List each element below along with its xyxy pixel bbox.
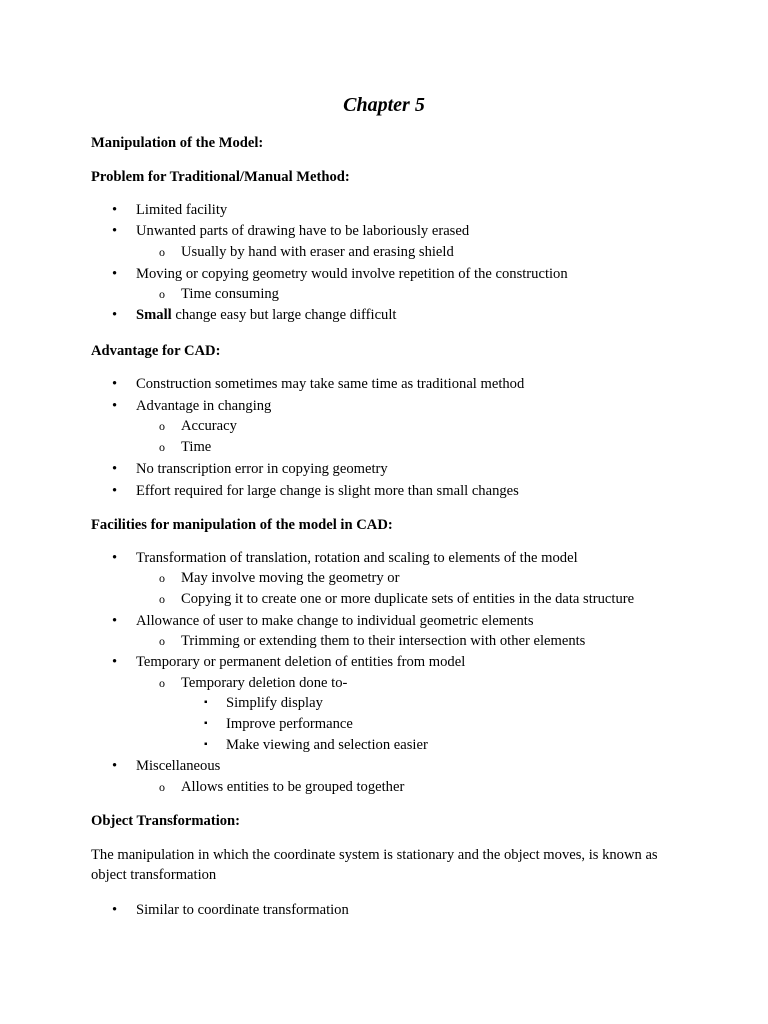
emphasis-text: Small (136, 307, 172, 323)
bullet-icon: • (112, 398, 118, 414)
bullet-icon: • (112, 613, 118, 629)
bullet-icon: • (112, 266, 118, 282)
sub-list-item: Temporary deletion done to- (181, 675, 348, 691)
list-item: Miscellaneous (136, 758, 221, 774)
chapter-title: Chapter 5 (343, 94, 425, 116)
sub-list-item: Allows entities to be grouped together (181, 779, 405, 795)
sub-bullet-icon: o (159, 676, 165, 690)
sub-sub-bullet-icon: ▪ (204, 718, 208, 729)
list-item: Moving or copying geometry would involve repetition of the construction (136, 266, 568, 282)
list-item (136, 305, 396, 325)
section-heading-object-transformation: Object Transformation: (91, 813, 241, 829)
section-heading-problem: Problem for Traditional/Manual Method: (91, 169, 350, 185)
sub-list-item: Time (181, 439, 212, 455)
list-item: Similar to coordinate transformation (136, 902, 349, 918)
sub-sub-list-item: Improve performance (226, 716, 353, 732)
list-item: Advantage in changing (136, 398, 272, 414)
sub-bullet-icon: o (159, 634, 165, 648)
bullet-icon: • (112, 376, 118, 392)
sub-sub-bullet-icon: ▪ (204, 697, 208, 708)
list-item: Effort required for large change is slight more than small changes (136, 483, 519, 499)
object-list (0, 900, 768, 922)
list-item: Construction sometimes may take same time as traditional method (136, 376, 525, 392)
bullet-icon: • (112, 550, 118, 566)
list-item: Allowance of user to make change to individual geometric elements (136, 613, 534, 629)
bullet-icon: • (112, 461, 118, 477)
sub-list-item: Usually by hand with eraser and erasing shield (181, 244, 454, 260)
object-transformation-paragraph: The manipulation in which the coordinate system is stationary and the object moves, is known as object transformation (91, 847, 658, 883)
sub-list-item: Copying it to create one or more duplicate sets of entities in the data structure (181, 591, 635, 607)
bullet-icon: • (112, 307, 118, 323)
bullet-icon: • (112, 758, 118, 774)
problem-list (0, 200, 768, 330)
sub-list-item: May involve moving the geometry or (181, 570, 400, 586)
advantage-list (0, 374, 768, 504)
bullet-icon: • (112, 483, 118, 499)
list-item: Temporary or permanent deletion of entities from model (136, 654, 466, 670)
sub-sub-list-item: Simplify display (226, 695, 323, 711)
section-heading-advantage: Advantage for CAD: (91, 343, 221, 359)
sub-bullet-icon: o (159, 419, 165, 433)
bullet-icon: • (112, 654, 118, 670)
sub-sub-list-item: Make viewing and selection easier (226, 737, 428, 753)
bullet-icon: • (112, 902, 118, 918)
sub-bullet-icon: o (159, 245, 165, 259)
section-heading-facilities: Facilities for manipulation of the model in CAD: (91, 517, 393, 533)
bullet-icon: • (112, 223, 118, 239)
sub-bullet-icon: o (159, 440, 165, 454)
sub-bullet-icon: o (159, 780, 165, 794)
facilities-list (0, 548, 768, 798)
sub-list-item: Accuracy (181, 418, 237, 434)
list-item: Unwanted parts of drawing have to be laboriously erased (136, 223, 470, 239)
sub-bullet-icon: o (159, 287, 165, 301)
section-heading-manipulation: Manipulation of the Model: (91, 135, 264, 151)
list-item: Limited facility (136, 202, 228, 218)
sub-bullet-icon: o (159, 571, 165, 585)
sub-sub-bullet-icon: ▪ (204, 739, 208, 750)
sub-list-item: Trimming or extending them to their intersection with other elements (181, 633, 586, 649)
list-item-text: change easy but large change difficult (171, 307, 397, 323)
sub-list-item: Time consuming (181, 286, 279, 302)
list-item: No transcription error in copying geometry (136, 461, 388, 477)
list-item: Transformation of translation, rotation and scaling to elements of the model (136, 550, 578, 566)
sub-bullet-icon: o (159, 592, 165, 606)
bullet-icon: • (112, 202, 118, 218)
